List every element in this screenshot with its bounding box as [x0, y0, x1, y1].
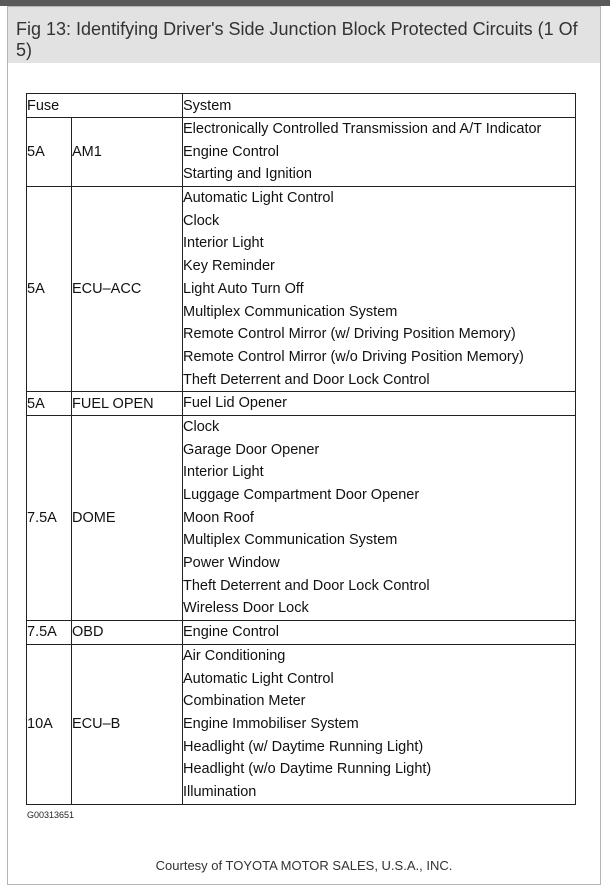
system-item: Automatic Light Control: [183, 190, 334, 207]
system-item: Luggage Compartment Door Opener: [183, 487, 420, 503]
system-item: Theft Deterrent and Door Lock Control: [183, 577, 430, 594]
system-item: Remote Control Mirror (w/o Driving Position Memory): [183, 348, 524, 365]
system-item: Multiplex Communication System: [183, 532, 398, 549]
system-item: Engine Control: [183, 624, 279, 641]
table-row: [27, 621, 576, 645]
system-item: Fuel Lid Opener: [183, 395, 287, 412]
table-row: [27, 644, 576, 804]
fuse-rating: 7.5A: [27, 621, 72, 645]
figure-caption: Fig 13: Identifying Driver's Side Junction Block Protected Circuits (1 Of 5): [8, 7, 600, 63]
fuse-name: FUEL OPEN: [72, 392, 183, 416]
fuse-name: ECU–B: [72, 644, 183, 804]
fuse-rating: 5A: [27, 118, 72, 187]
figure-frame: [7, 6, 601, 885]
system-item: Combination Meter: [183, 693, 306, 710]
header-system: System: [183, 94, 576, 118]
system-list: [183, 392, 576, 416]
system-list: [183, 644, 576, 804]
table-row: [27, 415, 576, 620]
system-item: Engine Immobiliser System: [183, 715, 359, 732]
system-item: Wireless Door Lock: [183, 600, 309, 617]
fuse-table-body: [27, 118, 576, 805]
system-item: Headlight (w/ Daytime Running Light): [183, 738, 424, 755]
system-list: [183, 415, 576, 620]
system-list: [183, 118, 576, 187]
system-item: Starting and Ignition: [183, 166, 312, 183]
system-item: Automatic Light Control: [183, 670, 334, 687]
courtesy-line: Courtesy of TOYOTA MOTOR SALES, U.S.A., INC.: [155, 858, 453, 873]
fuse-rating: 10A: [27, 644, 72, 804]
system-item: Clock: [183, 418, 220, 435]
system-item: Light Auto Turn Off: [183, 280, 304, 297]
system-item: Multiplex Communication System: [183, 303, 398, 320]
table-row: [27, 392, 576, 416]
system-item: Air Conditioning: [183, 647, 286, 664]
system-item: Interior Light: [183, 235, 264, 252]
header-fuse: Fuse: [27, 94, 183, 118]
fuse-name: DOME: [72, 415, 183, 620]
system-item: Garage Door Opener: [183, 441, 320, 458]
system-item: Theft Deterrent and Door Lock Control: [183, 371, 430, 388]
fuse-table: [26, 93, 576, 805]
table-row: [27, 187, 576, 392]
system-item: Power Window: [183, 555, 280, 572]
system-item: Key Reminder: [183, 258, 275, 275]
system-item: Moon Roof: [183, 509, 254, 526]
table-row: [27, 118, 576, 187]
fuse-name: AM1: [72, 118, 183, 187]
fuse-name: ECU–ACC: [72, 187, 183, 392]
figure-code: G00313651: [27, 810, 75, 820]
system-list: [183, 187, 576, 392]
system-item: Engine Control: [183, 143, 279, 160]
system-item: Interior Light: [183, 464, 264, 481]
fuse-name: OBD: [72, 621, 183, 645]
system-item: Headlight (w/o Daytime Running Light): [183, 761, 432, 778]
system-item: Electronically Controlled Transmission and A/T Indicator: [183, 121, 542, 137]
fuse-rating: 5A: [27, 392, 72, 416]
system-item: Remote Control Mirror (w/ Driving Position Memory): [183, 326, 516, 343]
fuse-rating: 7.5A: [27, 415, 72, 620]
fuse-rating: 5A: [27, 187, 72, 392]
system-item: Clock: [183, 212, 220, 229]
system-list: [183, 621, 576, 645]
table-header-row: [27, 94, 576, 118]
system-item: Illumination: [183, 783, 257, 800]
